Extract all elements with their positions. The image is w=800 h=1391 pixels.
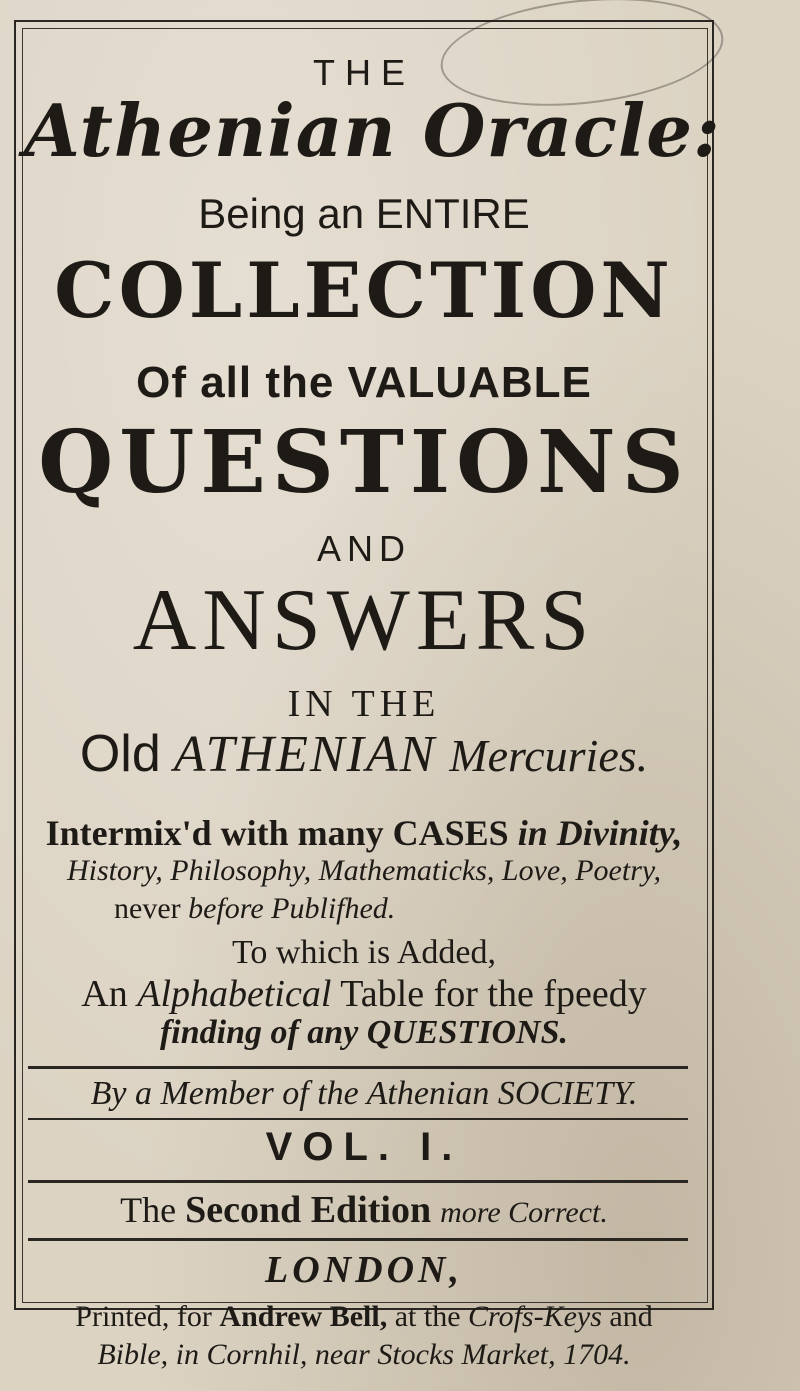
- rule-divider: [28, 1238, 688, 1241]
- to-which-added: To which is Added,: [232, 934, 496, 971]
- more-correct: more Correct.: [440, 1196, 608, 1229]
- alphabetical-table-line: [24, 972, 704, 1016]
- title-questions: QUESTIONS: [38, 412, 690, 513]
- second-edition: Second Edition: [185, 1189, 432, 1231]
- printed-for: Printed, for: [75, 1300, 212, 1333]
- athenian-word: ATHENIAN: [173, 726, 437, 783]
- cross-keys: Crofs-Keys: [468, 1300, 602, 1333]
- athenian-society: Athenian SOCIETY.: [366, 1075, 638, 1112]
- never-word: never: [114, 892, 181, 925]
- publisher-name: Andrew Bell,: [219, 1300, 388, 1333]
- before-published: before Publifhed.: [188, 892, 396, 925]
- title-being-an-entire: Being an ENTIRE: [198, 190, 530, 237]
- subjects-line: History, Philosophy, Mathematicks, Love, Poetry,: [66, 854, 662, 887]
- imprint-address-date: Bible, in Cornhil, near Stocks Market, 1704.: [97, 1338, 631, 1371]
- the-word: The: [120, 1190, 177, 1230]
- an-word: An: [81, 973, 128, 1015]
- old-word: Old: [79, 725, 161, 783]
- title-collection: COLLECTION: [54, 246, 674, 335]
- by-member-line: [24, 1075, 704, 1113]
- imprint-printed-for: [24, 1300, 704, 1334]
- by-member: By a Member of the: [90, 1075, 359, 1112]
- title-old-athenian-mercuries: [24, 724, 704, 784]
- edition-line: [24, 1188, 704, 1232]
- rule-divider: [28, 1066, 688, 1069]
- in-divinity: in Divinity,: [517, 813, 683, 853]
- title-of-all-the-valuable: Of all the VALUABLE: [136, 358, 592, 407]
- title-the: THE: [313, 52, 415, 93]
- rule-divider: [28, 1180, 688, 1183]
- cases-word: CASES: [392, 813, 509, 853]
- title-and: AND: [316, 528, 411, 569]
- intermixed-line: [24, 812, 704, 854]
- finding-questions-line: finding of any QUESTIONS.: [159, 1014, 569, 1051]
- rule-divider: [28, 1118, 688, 1120]
- at-the: at the: [394, 1300, 461, 1333]
- table-for-speedy: Table for the fpeedy: [340, 973, 647, 1015]
- intermixed-with: Intermix'd with many: [45, 813, 384, 853]
- and-word: and: [609, 1300, 653, 1333]
- title-in-the: IN THE: [287, 683, 441, 725]
- volume-number: VOL. I.: [265, 1125, 463, 1169]
- imprint-london: LONDON,: [265, 1249, 463, 1291]
- title-athenian-oracle: Athenian Oracle:: [24, 88, 721, 173]
- mercuries-word: Mercuries.: [449, 730, 649, 781]
- alphabetical-word: Alphabetical: [137, 973, 332, 1015]
- title-answers: ANSWERS: [132, 572, 596, 669]
- never-published-line: [24, 892, 704, 926]
